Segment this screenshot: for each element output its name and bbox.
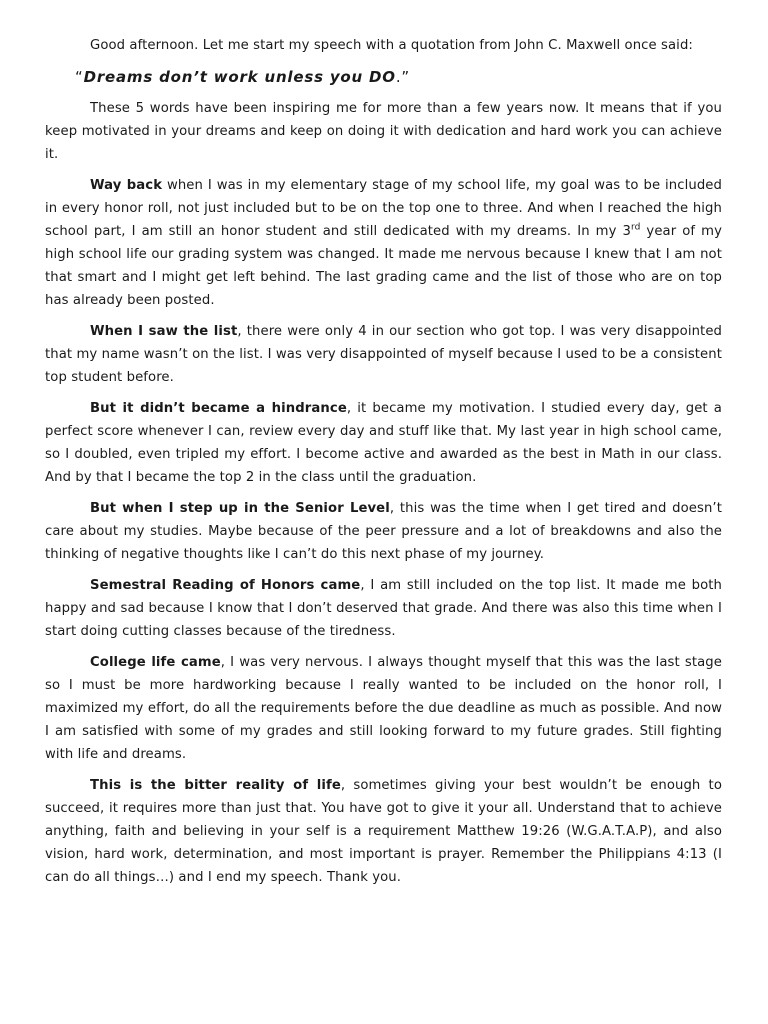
paragraph-body: These 5 words have been inspiring me for more than a few years now. It means that if you keep motivated in your dreams and keep on doing it with dedication and hard work you can achieve it. — [45, 101, 722, 162]
paragraph-hindrance — [45, 397, 722, 489]
intro-paragraph — [45, 34, 722, 57]
paragraph-body: , this was the time when I get tired and doesn’t care about my studies. Maybe because of the peer pressure and a lot of breakdowns and also the thinking of negative thoughts like I can’t do this next phase of my journey. — [45, 501, 722, 562]
paragraph-college-life — [45, 651, 722, 766]
paragraph-saw-list — [45, 320, 722, 389]
paragraph-five-words — [45, 97, 722, 166]
paragraph-lead: Way back — [90, 178, 163, 193]
paragraph-bitter-reality — [45, 774, 722, 889]
paragraph-body: when I was in my elementary stage of my school life, my goal was to be included in every honor roll, not just included but to be on the top one to three. And when I reached the high school part, I am still an honor student and still dedicated with my dreams. In my 3 — [45, 178, 722, 239]
quote-text: Dreams don’t work unless you DO — [83, 68, 396, 86]
paragraph-way-back — [45, 174, 722, 312]
quote-close-mark: .” — [395, 68, 410, 86]
paragraph-lead: But when I step up in the Senior Level — [90, 501, 390, 516]
paragraph-body: , it became my motivation. I studied every day, get a perfect score whenever I can, review every day and stuff like that. My last year in high school came, so I doubled, even tripled my effort. I become active and awarded as the best in Math in our class. And by that I became the top 2 in the class until the graduation. — [45, 401, 722, 485]
paragraph-body: , sometimes giving your best wouldn’t be enough to succeed, it requires more than just that. You have got to give it your all. Understand that to achieve anything, faith and believing in your self is a requirement Matthew 19:26 (W.G.A.T.A.P), and also vision, hard work, determination, and most important is prayer. Remember the Philippians 4:13 (I can do all things…) and I end my speech. Thank you. — [45, 778, 723, 885]
quotation — [75, 65, 722, 89]
paragraph-senior-level — [45, 497, 722, 566]
paragraph-lead: Semestral Reading of Honors came — [90, 578, 361, 593]
ordinal-superscript: rd — [630, 222, 641, 233]
speech-document — [45, 34, 722, 897]
paragraph-body: , I am still included on the top list. It made me both happy and sad because I know that I don’t deserved that grade. And there was also this time when I start doing cutting classes because of the tiredness. — [45, 578, 722, 639]
quote-open-mark: “ — [75, 68, 84, 86]
paragraph-semestral-honors — [45, 574, 722, 643]
paragraph-lead: When I saw the list — [90, 324, 238, 339]
paragraph-body-continued: year of my high school life our grading system was changed. It made me nervous because I knew that I am not that smart and I might get left behind. The last grading came and the list of those who are on top has already been posted. — [45, 224, 722, 308]
paragraph-lead: But it didn’t became a hindrance — [90, 401, 347, 416]
paragraph-lead: College life came — [90, 655, 221, 670]
paragraph-body: , there were only 4 in our section who got top. I was very disappointed that my name wasn’t on the list. I was very disappointed of myself because I used to be a consistent top student before. — [45, 324, 722, 385]
intro-text: Good afternoon. Let me start my speech with a quotation from John C. Maxwell once said: — [90, 38, 693, 53]
paragraph-lead: This is the bitter reality of life — [90, 778, 341, 793]
paragraph-body: , I was very nervous. I always thought myself that this was the last stage so I must be more hardworking because I really wanted to be included on the honor roll, I maximized my effort, do all the requirements before the due deadline as much as possible. And now I am satisfied with some of my grades and still looking forward to my future grades. Still fighting with life and dreams. — [45, 655, 722, 762]
